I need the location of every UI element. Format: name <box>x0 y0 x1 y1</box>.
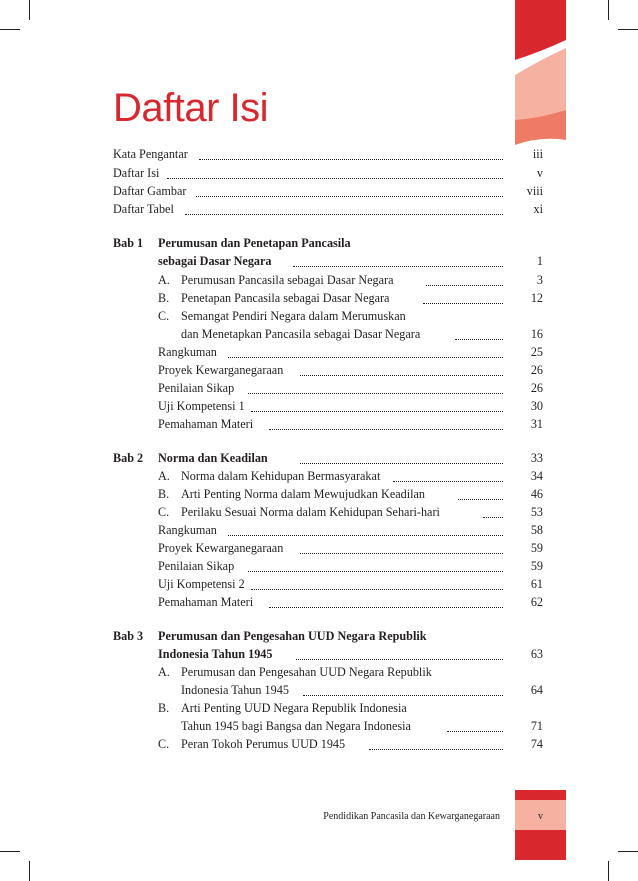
toc-page-number: 1 <box>536 254 543 268</box>
toc-entry-label: Uji Kompetensi 2 <box>158 577 245 591</box>
dot-leader <box>369 749 503 750</box>
toc-page-number: 64 <box>530 683 543 697</box>
chapter-number: Bab 3 <box>113 629 144 643</box>
dot-leader <box>455 339 503 340</box>
toc-entry[interactable] <box>113 165 543 182</box>
toc-page-number: 46 <box>530 487 543 501</box>
dot-leader <box>423 303 503 304</box>
dot-leader <box>251 589 503 590</box>
toc-entry-label: Daftar Gambar <box>113 184 187 198</box>
toc-page-number: 58 <box>530 523 543 537</box>
section-letter: B. <box>158 487 170 501</box>
dot-leader <box>199 159 503 160</box>
crop-mark <box>0 851 20 852</box>
toc-page-number: 30 <box>530 399 543 413</box>
toc-entry-label: Peran Tokoh Perumus UUD 1945 <box>181 737 346 751</box>
toc-entry-label: Uji Kompetensi 1 <box>158 399 245 413</box>
toc-entry-label: Kata Pengantar <box>113 147 188 161</box>
toc-entry[interactable] <box>113 326 543 343</box>
toc-entry[interactable] <box>113 183 543 200</box>
dot-leader <box>293 266 503 267</box>
dot-leader <box>228 357 503 358</box>
dot-leader <box>269 429 503 430</box>
toc-page-number: 33 <box>530 451 543 465</box>
dot-leader <box>228 535 503 536</box>
toc-entry[interactable] <box>113 450 543 467</box>
crop-mark <box>618 29 638 30</box>
section-letter: A. <box>158 273 170 287</box>
toc-entry-label: Penetapan Pancasila sebagai Dasar Negara <box>181 291 390 305</box>
toc-entry[interactable] <box>113 540 543 557</box>
crop-mark <box>608 0 609 20</box>
toc-page-number: xi <box>533 202 543 216</box>
toc-entry[interactable] <box>113 416 543 433</box>
section-letter: A. <box>158 469 170 483</box>
toc-page-number: 31 <box>530 417 543 431</box>
toc-page-number: 3 <box>536 273 543 287</box>
toc-entry[interactable] <box>113 576 543 593</box>
toc-page-number: 12 <box>530 291 543 305</box>
dot-leader <box>251 411 503 412</box>
toc-entry[interactable] <box>113 344 543 361</box>
toc-entry[interactable] <box>113 522 543 539</box>
toc-entry-label: Proyek Kewarganegaraan <box>158 363 284 377</box>
toc-page-number: 61 <box>530 577 543 591</box>
toc-entry[interactable] <box>113 718 543 735</box>
toc-entry[interactable] <box>113 594 543 611</box>
toc-entry[interactable] <box>113 468 543 485</box>
toc-entry[interactable] <box>113 380 543 397</box>
toc-page-number: 62 <box>530 595 543 609</box>
dot-leader <box>167 178 503 179</box>
section-letter: C. <box>158 505 170 519</box>
chapter-title: Norma dan Keadilan <box>158 451 268 465</box>
crop-mark <box>608 861 609 881</box>
toc-entry-label: Pemahaman Materi <box>158 595 254 609</box>
dot-leader <box>393 481 503 482</box>
dot-leader <box>196 196 503 197</box>
toc-page-number: 26 <box>530 381 543 395</box>
chapter-title: sebagai Dasar Negara <box>158 254 272 268</box>
toc-entry-label: Arti Penting UUD Negara Republik Indonesia <box>181 701 407 715</box>
toc-page-number: iii <box>532 147 543 161</box>
chapter-title: Indonesia Tahun 1945 <box>158 647 273 661</box>
section-letter: C. <box>158 737 170 751</box>
dot-leader <box>426 285 503 286</box>
dot-leader <box>248 393 503 394</box>
toc-entry-label: Perilaku Sesuai Norma dalam Kehidupan Sehari-hari <box>181 505 440 519</box>
toc-page-number: v <box>536 166 543 180</box>
toc-entry[interactable] <box>113 253 543 270</box>
dot-leader <box>300 375 503 376</box>
section-letter: B. <box>158 291 170 305</box>
chapter-title: Perumusan dan Pengesahan UUD Negara Republik <box>158 629 427 643</box>
toc-entry-label: Semangat Pendiri Negara dalam Merumuskan <box>181 309 406 323</box>
toc-entry[interactable] <box>113 362 543 379</box>
dot-leader <box>303 695 503 696</box>
toc-entry-label: Indonesia Tahun 1945 <box>181 683 289 697</box>
toc-entry-label: dan Menetapkan Pancasila sebagai Dasar Negara <box>181 327 421 341</box>
dot-leader <box>248 571 503 572</box>
toc-page-number: 25 <box>530 345 543 359</box>
toc-entry-label: Perumusan Pancasila sebagai Dasar Negara <box>181 273 394 287</box>
toc-page-number: 59 <box>530 559 543 573</box>
toc-entry[interactable] <box>113 504 543 521</box>
crop-mark <box>29 0 30 20</box>
section-letter: A. <box>158 665 170 679</box>
toc-entry-label: Penilaian Sikap <box>158 559 235 573</box>
toc-entry[interactable] <box>113 272 543 289</box>
toc-page-number: 63 <box>530 647 543 661</box>
crop-mark <box>29 861 30 881</box>
toc-page-number: 26 <box>530 363 543 377</box>
toc-entry[interactable] <box>113 146 543 163</box>
section-letter: B. <box>158 701 170 715</box>
chapter-number: Bab 1 <box>113 236 144 250</box>
section-letter: C. <box>158 309 170 323</box>
crop-mark <box>0 29 20 30</box>
toc-entry-label: Norma dalam Kehidupan Bermasyarakat <box>181 469 381 483</box>
dot-leader <box>458 499 503 500</box>
dot-leader <box>269 607 503 608</box>
page-title: Daftar Isi <box>113 86 269 130</box>
toc-page-number: 59 <box>530 541 543 555</box>
toc-page-number: 34 <box>530 469 543 483</box>
toc-entry-label: Daftar Tabel <box>113 202 174 216</box>
dot-leader <box>300 553 503 554</box>
toc-entry[interactable] <box>113 646 543 663</box>
toc-entry[interactable] <box>113 736 543 753</box>
toc-entry-label: Daftar Isi <box>113 166 160 180</box>
toc-entry-label: Proyek Kewarganegaraan <box>158 541 284 555</box>
dot-leader <box>296 659 503 660</box>
toc-entry[interactable] <box>113 682 543 699</box>
toc-entry-label: Pemahaman Materi <box>158 417 254 431</box>
footer-book-title: Pendidikan Pancasila dan Kewarganegaraan <box>323 811 500 822</box>
toc-entry[interactable] <box>113 201 543 218</box>
toc-entry-label: Rangkuman <box>158 345 217 359</box>
toc-entry[interactable] <box>113 486 543 503</box>
toc-entry[interactable] <box>113 398 543 415</box>
chapter-title: Perumusan dan Penetapan Pancasila <box>158 236 351 250</box>
dot-leader <box>447 731 503 732</box>
toc-page-number: 74 <box>530 737 543 751</box>
dot-leader <box>185 214 503 215</box>
toc-entry-label: Penilaian Sikap <box>158 381 235 395</box>
toc-entry-label: Tahun 1945 bagi Bangsa dan Negara Indonesia <box>181 719 411 733</box>
toc-entry-label: Arti Penting Norma dalam Mewujudkan Keadilan <box>181 487 426 501</box>
toc-page-number: 16 <box>530 327 543 341</box>
toc-entry[interactable] <box>113 290 543 307</box>
dot-leader <box>483 517 503 518</box>
toc-page-number: viii <box>526 184 543 198</box>
footer-page-number: v <box>538 811 543 822</box>
toc-entry-label: Rangkuman <box>158 523 217 537</box>
dot-leader <box>300 463 503 464</box>
chapter-number: Bab 2 <box>113 451 144 465</box>
crop-mark <box>618 851 638 852</box>
toc-page-number: 53 <box>530 505 543 519</box>
toc-entry[interactable] <box>113 558 543 575</box>
toc-entry-label: Perumusan dan Pengesahan UUD Negara Republik <box>181 665 432 679</box>
toc-page-number: 71 <box>530 719 543 733</box>
